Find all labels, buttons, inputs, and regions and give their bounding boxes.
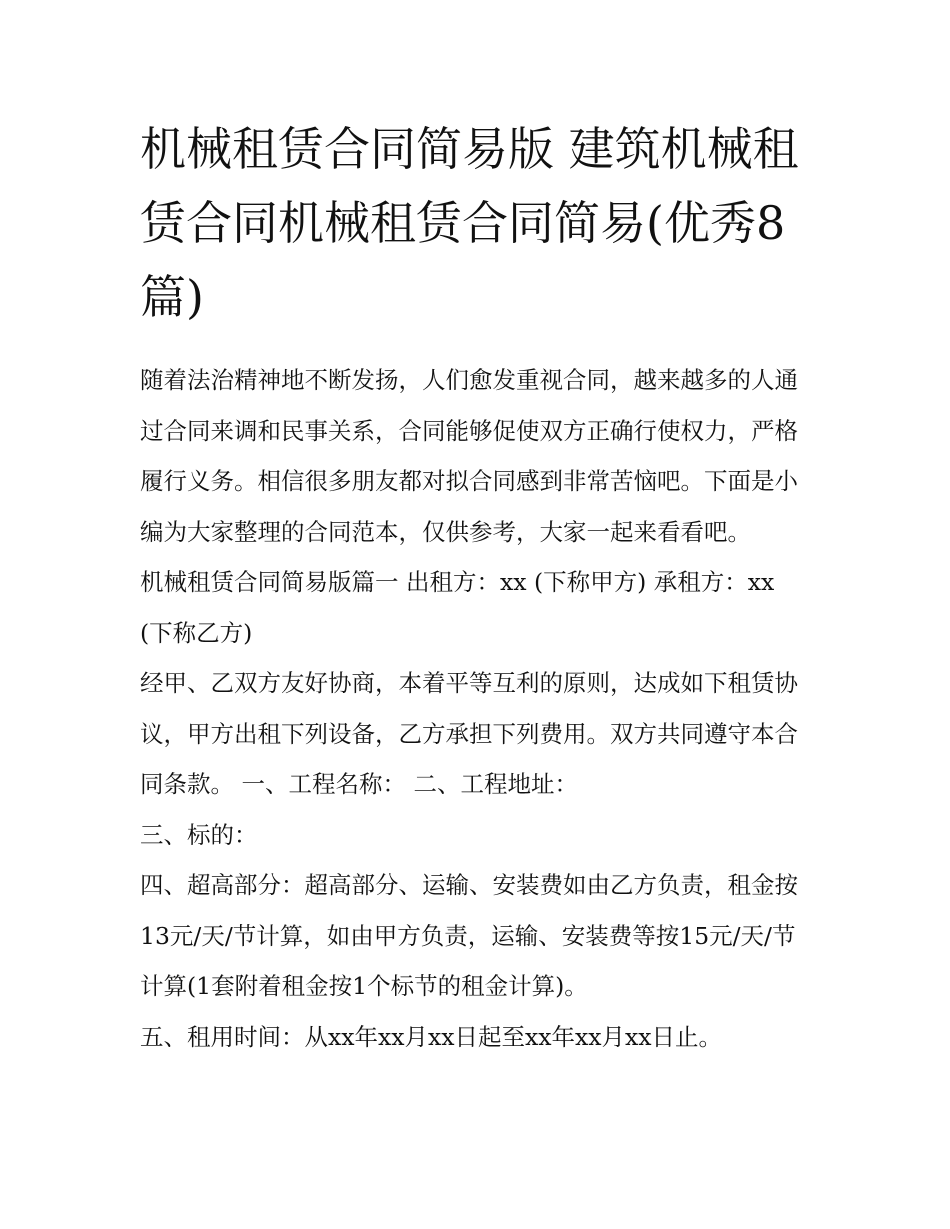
document-page xyxy=(140,0,812,1229)
document-body xyxy=(140,355,812,1062)
paragraph-rental-period: 五、租用时间：从xx年xx月xx日起至xx年xx月xx日止。 xyxy=(140,1022,723,1051)
paragraph-intro: 随着法治精神地不断发扬，人们愈发重视合同，越来越多的人通过合同来调和民事关系，合同能够促使双方正确行使权力，严格履行义务。相信很多朋友都对拟合同感到非常苦恼吧。下面是小编为大家整理的合同范本，仅供参考，大家一起来看看吧。 xyxy=(140,366,798,546)
paragraph-extra-height: 四、超高部分：超高部分、运输、安装费如由乙方负责，租金按13元/天/节计算，如由甲方负责，运输、安装费等按15元/天/节计算(1套附着租金按1个标节的租金计算)。 xyxy=(140,871,798,1000)
paragraph-agreement: 经甲、乙双方友好协商，本着平等互利的原则，达成如下租赁协议，甲方出租下列设备，乙方承担下列费用。双方共同遵守本合同条款。 一、工程名称： 二、工程地址： xyxy=(140,669,798,798)
document-title: 机械租赁合同简易版 建筑机械租赁合同机械租赁合同简易(优秀8篇) xyxy=(140,122,799,324)
paragraph-parties: 机械租赁合同简易版篇一 出租方：xx (下称甲方) 承租方：xx (下称乙方) xyxy=(140,568,775,647)
paragraph-subject: 三、标的： xyxy=(140,820,258,849)
